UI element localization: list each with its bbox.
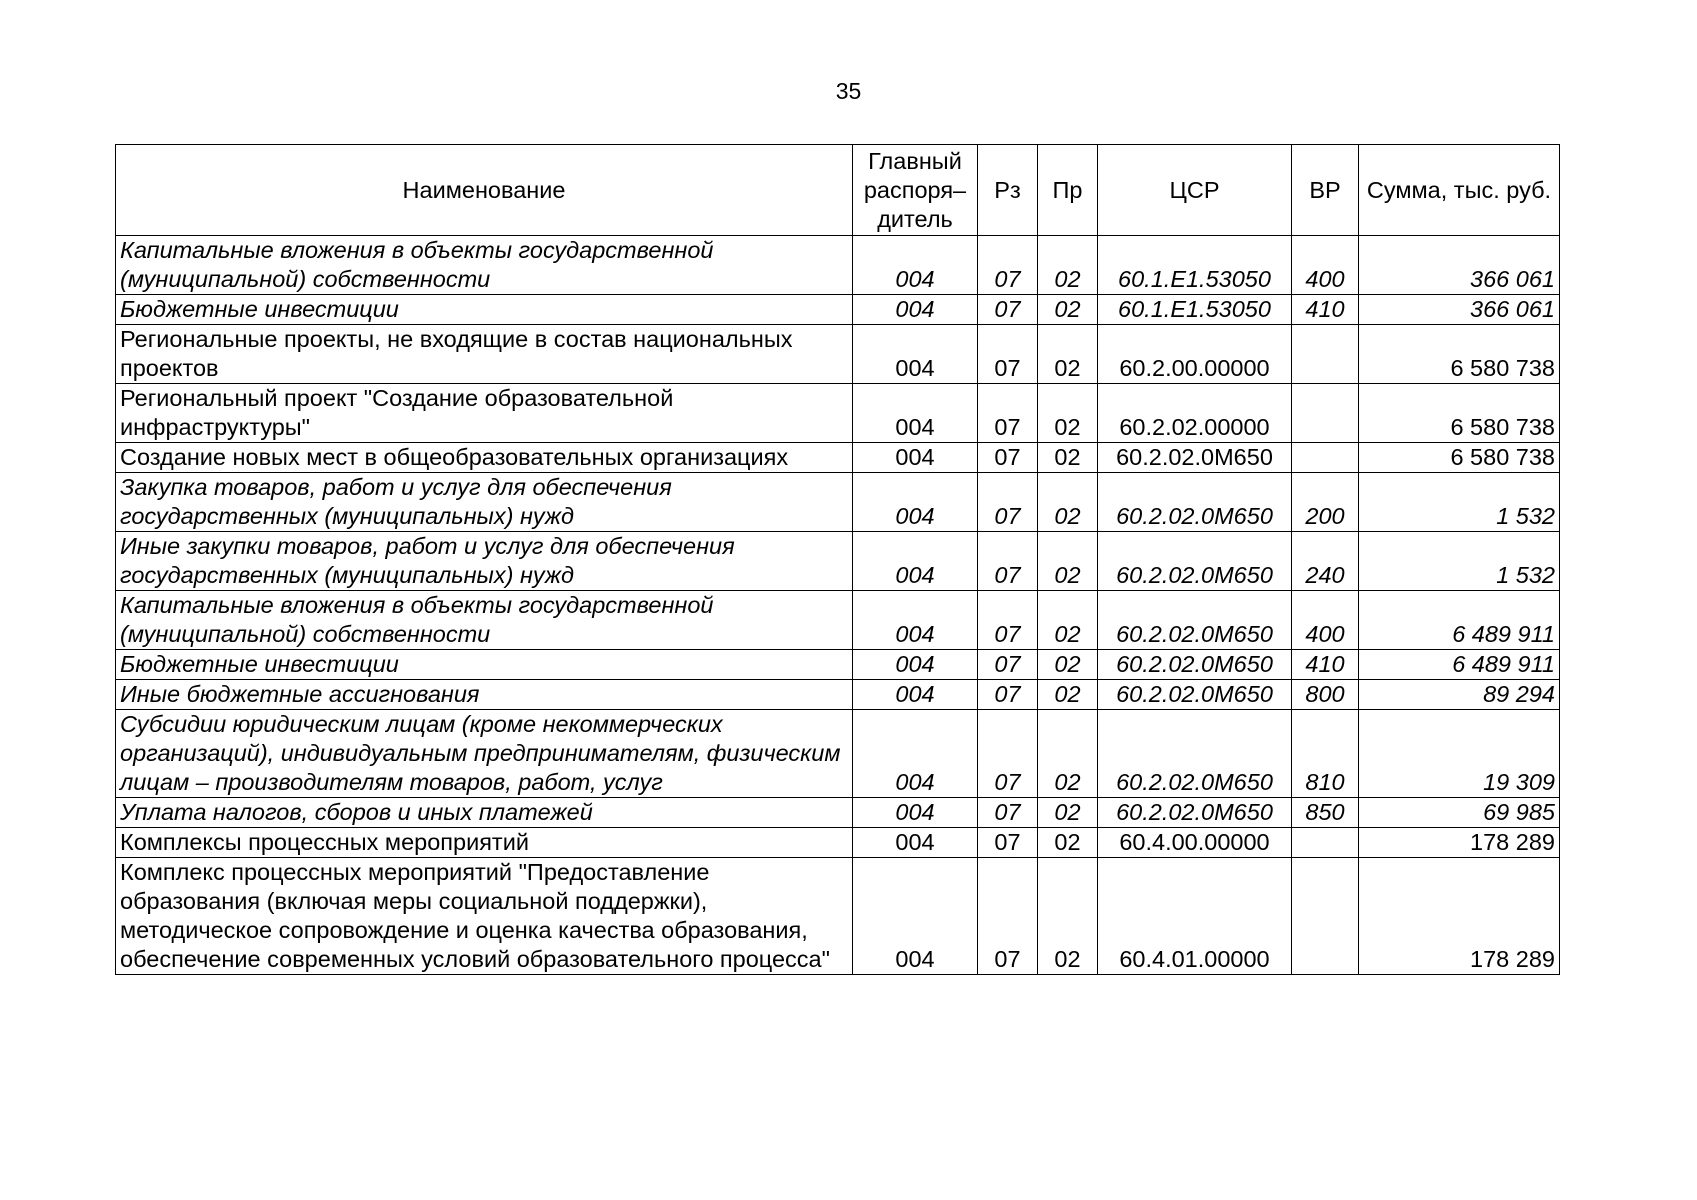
cell-vr — [1292, 443, 1359, 473]
table-row — [116, 532, 1560, 591]
cell-admin: 004 — [853, 680, 978, 710]
cell-pr: 02 — [1038, 443, 1098, 473]
table-row — [116, 236, 1560, 295]
cell-pr: 02 — [1038, 473, 1098, 532]
cell-csr: 60.2.02.0М650 — [1098, 680, 1292, 710]
table-row — [116, 384, 1560, 443]
cell-vr: 410 — [1292, 650, 1359, 680]
cell-rz: 07 — [978, 532, 1038, 591]
cell-name: Капитальные вложения в объекты государственной (муниципальной) собственности — [116, 591, 853, 650]
cell-pr: 02 — [1038, 828, 1098, 858]
cell-rz: 07 — [978, 828, 1038, 858]
header-admin: Главный распоря– дитель — [853, 145, 978, 236]
cell-admin: 004 — [853, 650, 978, 680]
cell-name: Комплексы процессных мероприятий — [116, 828, 853, 858]
table-row — [116, 295, 1560, 325]
cell-vr: 400 — [1292, 591, 1359, 650]
cell-name: Капитальные вложения в объекты государственной (муниципальной) собственности — [116, 236, 853, 295]
cell-name: Уплата налогов, сборов и иных платежей — [116, 798, 853, 828]
cell-rz: 07 — [978, 473, 1038, 532]
cell-name: Создание новых мест в общеобразовательных организациях — [116, 443, 853, 473]
cell-csr: 60.2.02.0М650 — [1098, 591, 1292, 650]
cell-csr: 60.2.02.0М650 — [1098, 650, 1292, 680]
cell-admin: 004 — [853, 384, 978, 443]
cell-pr: 02 — [1038, 650, 1098, 680]
cell-rz: 07 — [978, 858, 1038, 975]
table-row — [116, 858, 1560, 975]
cell-sum: 89 294 — [1359, 680, 1560, 710]
cell-admin: 004 — [853, 295, 978, 325]
cell-vr: 200 — [1292, 473, 1359, 532]
cell-pr: 02 — [1038, 858, 1098, 975]
cell-csr: 60.2.02.0М650 — [1098, 443, 1292, 473]
page-number: 35 — [835, 78, 862, 104]
cell-vr — [1292, 828, 1359, 858]
cell-rz: 07 — [978, 236, 1038, 295]
cell-admin: 004 — [853, 591, 978, 650]
cell-rz: 07 — [978, 591, 1038, 650]
cell-admin: 004 — [853, 443, 978, 473]
cell-pr: 02 — [1038, 710, 1098, 798]
header-pr: Пр — [1038, 145, 1098, 236]
budget-table — [115, 144, 1560, 975]
cell-vr: 850 — [1292, 798, 1359, 828]
cell-rz: 07 — [978, 680, 1038, 710]
cell-rz: 07 — [978, 443, 1038, 473]
cell-csr: 60.2.02.00000 — [1098, 384, 1292, 443]
table-row — [116, 710, 1560, 798]
cell-vr: 800 — [1292, 680, 1359, 710]
cell-csr: 60.2.02.0М650 — [1098, 532, 1292, 591]
cell-name: Региональный проект "Создание образовательной инфраструктуры" — [116, 384, 853, 443]
cell-admin: 004 — [853, 858, 978, 975]
cell-rz: 07 — [978, 325, 1038, 384]
cell-vr — [1292, 858, 1359, 975]
cell-csr: 60.1.Е1.53050 — [1098, 295, 1292, 325]
cell-csr: 60.2.02.0М650 — [1098, 473, 1292, 532]
cell-rz: 07 — [978, 650, 1038, 680]
cell-admin: 004 — [853, 236, 978, 295]
table-row — [116, 828, 1560, 858]
cell-sum: 19 309 — [1359, 710, 1560, 798]
cell-sum: 6 489 911 — [1359, 650, 1560, 680]
cell-csr: 60.2.02.0М650 — [1098, 798, 1292, 828]
table-row — [116, 473, 1560, 532]
cell-sum: 6 580 738 — [1359, 325, 1560, 384]
table-row — [116, 798, 1560, 828]
cell-rz: 07 — [978, 384, 1038, 443]
cell-pr: 02 — [1038, 236, 1098, 295]
cell-name: Комплекс процессных мероприятий "Предоставление образования (включая меры социальной поддержки), методическое сопровождение и оценка качества образования, обеспечение современных условий образовательного процесса" — [116, 858, 853, 975]
cell-sum: 1 532 — [1359, 473, 1560, 532]
cell-pr: 02 — [1038, 532, 1098, 591]
table-header-row — [116, 145, 1560, 236]
cell-vr: 240 — [1292, 532, 1359, 591]
cell-name: Бюджетные инвестиции — [116, 295, 853, 325]
cell-sum: 1 532 — [1359, 532, 1560, 591]
cell-vr — [1292, 325, 1359, 384]
cell-csr: 60.1.Е1.53050 — [1098, 236, 1292, 295]
cell-rz: 07 — [978, 295, 1038, 325]
cell-sum: 6 580 738 — [1359, 384, 1560, 443]
table-row — [116, 650, 1560, 680]
cell-csr: 60.4.01.00000 — [1098, 858, 1292, 975]
cell-admin: 004 — [853, 828, 978, 858]
cell-rz: 07 — [978, 710, 1038, 798]
cell-admin: 004 — [853, 532, 978, 591]
cell-admin: 004 — [853, 798, 978, 828]
cell-pr: 02 — [1038, 325, 1098, 384]
cell-name: Иные закупки товаров, работ и услуг для обеспечения государственных (муниципальных) нужд — [116, 532, 853, 591]
cell-vr: 410 — [1292, 295, 1359, 325]
cell-admin: 004 — [853, 710, 978, 798]
cell-vr — [1292, 384, 1359, 443]
table-row — [116, 680, 1560, 710]
cell-admin: 004 — [853, 325, 978, 384]
cell-pr: 02 — [1038, 591, 1098, 650]
header-rz: Рз — [978, 145, 1038, 236]
cell-rz: 07 — [978, 798, 1038, 828]
cell-sum: 366 061 — [1359, 236, 1560, 295]
cell-sum: 366 061 — [1359, 295, 1560, 325]
table-row — [116, 591, 1560, 650]
cell-sum: 6 580 738 — [1359, 443, 1560, 473]
cell-pr: 02 — [1038, 295, 1098, 325]
cell-pr: 02 — [1038, 798, 1098, 828]
cell-vr: 810 — [1292, 710, 1359, 798]
header-sum: Сумма, тыс. руб. — [1359, 145, 1560, 236]
cell-admin: 004 — [853, 473, 978, 532]
cell-sum: 178 289 — [1359, 858, 1560, 975]
cell-sum: 69 985 — [1359, 798, 1560, 828]
cell-pr: 02 — [1038, 384, 1098, 443]
header-csr: ЦСР — [1098, 145, 1292, 236]
cell-name: Субсидии юридическим лицам (кроме некоммерческих организаций), индивидуальным предпринимателям, физическим лицам – производителям товаров, работ, услуг — [116, 710, 853, 798]
cell-sum: 178 289 — [1359, 828, 1560, 858]
cell-name: Иные бюджетные ассигнования — [116, 680, 853, 710]
header-vr: ВР — [1292, 145, 1359, 236]
cell-csr: 60.2.02.0М650 — [1098, 710, 1292, 798]
cell-csr: 60.4.00.00000 — [1098, 828, 1292, 858]
cell-name: Бюджетные инвестиции — [116, 650, 853, 680]
cell-vr: 400 — [1292, 236, 1359, 295]
cell-name: Закупка товаров, работ и услуг для обеспечения государственных (муниципальных) нужд — [116, 473, 853, 532]
cell-sum: 6 489 911 — [1359, 591, 1560, 650]
table-row — [116, 325, 1560, 384]
table-row — [116, 443, 1560, 473]
header-name: Наименование — [116, 145, 853, 236]
cell-name: Региональные проекты, не входящие в состав национальных проектов — [116, 325, 853, 384]
cell-csr: 60.2.00.00000 — [1098, 325, 1292, 384]
cell-pr: 02 — [1038, 680, 1098, 710]
